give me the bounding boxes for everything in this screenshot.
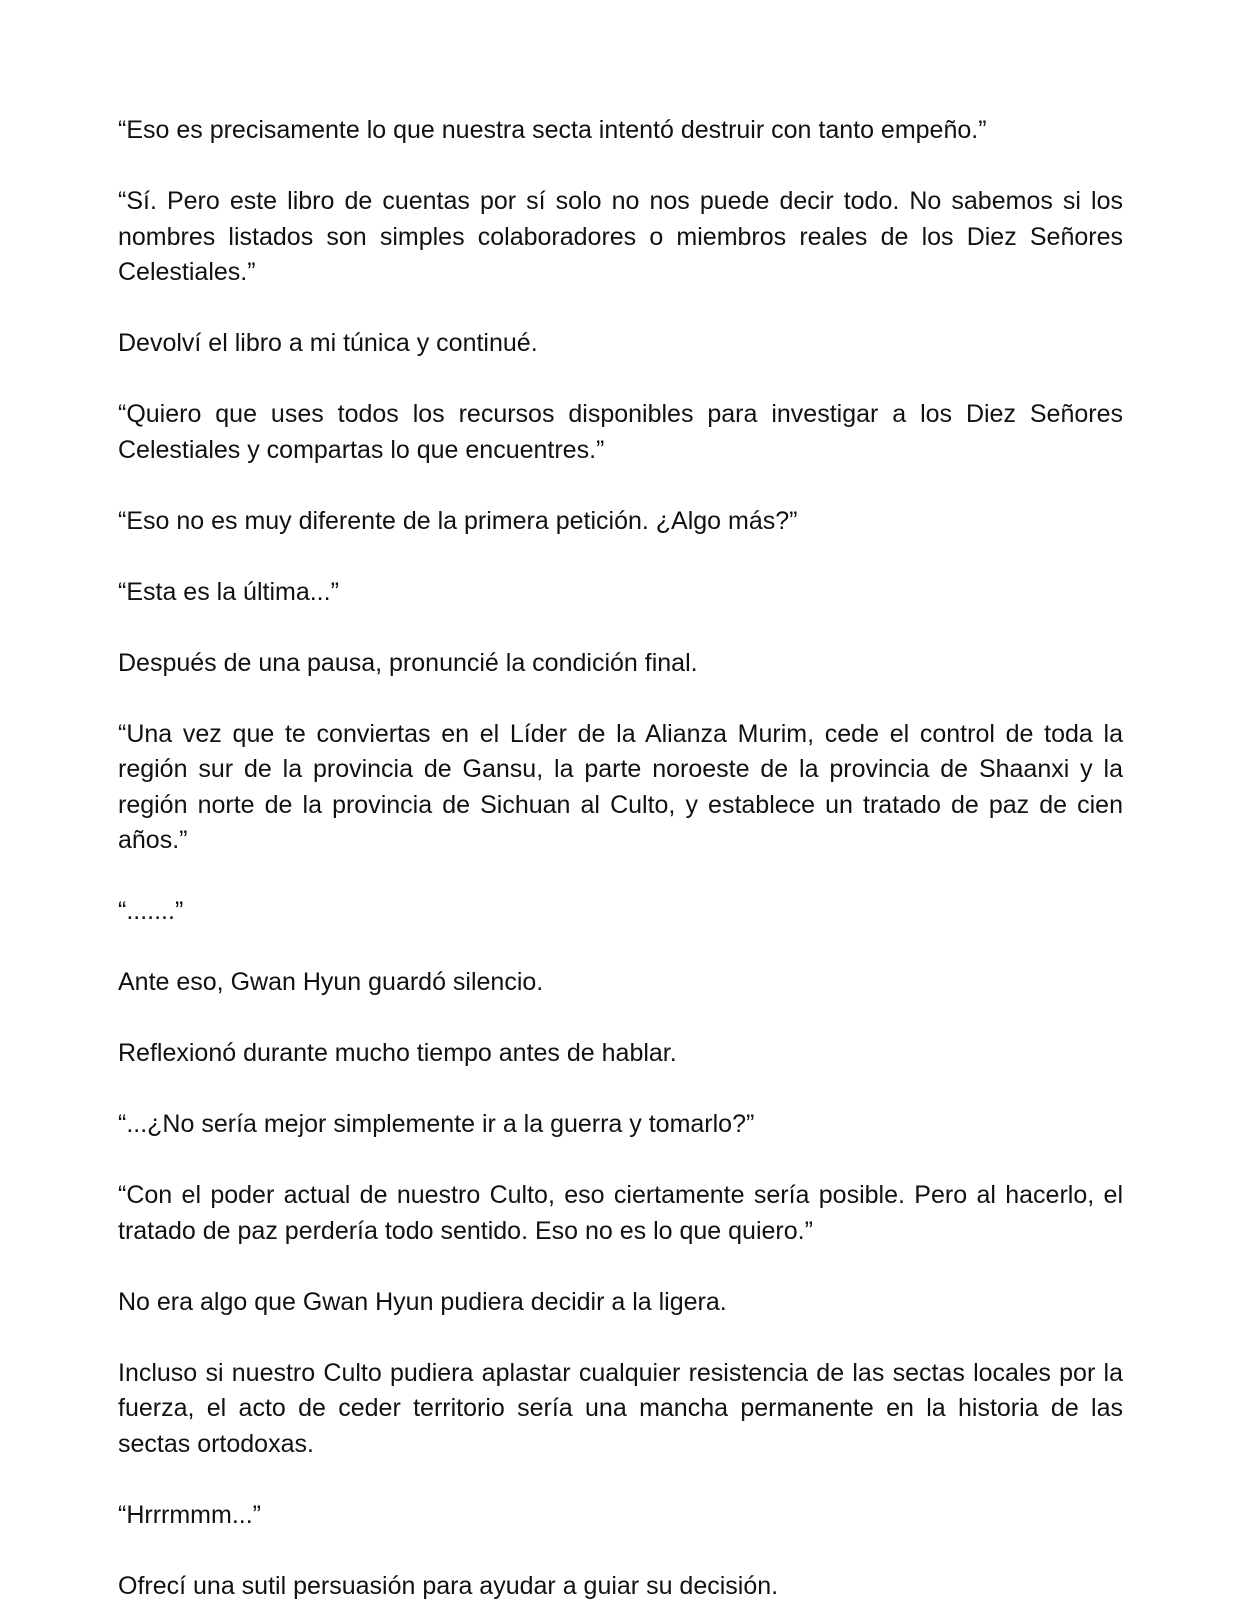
paragraph-5: “Eso no es muy diferente de la primera petición. ¿Algo más?” <box>118 506 798 535</box>
paragraph-1: “Eso es precisamente lo que nuestra secta intentó destruir con tanto empeño.” <box>118 116 987 144</box>
paragraph-13: “Con el poder actual de nuestro Culto, eso ciertamente sería posible. Pero al hacerlo, el tratado de paz perdería todo sentido. Eso no es lo que quiero.” <box>118 1181 1123 1245</box>
paragraph-2: “Sí. Pero este libro de cuentas por sí solo no nos puede decir todo. No sabemos si los nombres listados son simples colaboradores o miembros reales de los Diez Señores Celestiales.” <box>118 187 1123 286</box>
paragraph-3: Devolví el libro a mi túnica y continué. <box>118 329 538 357</box>
document-page <box>118 113 1123 1604</box>
paragraph-9: “.......” <box>118 897 184 925</box>
paragraph-12: “...¿No sería mejor simplemente ir a la guerra y tomarlo?” <box>118 1110 755 1138</box>
paragraph-10: Ante eso, Gwan Hyun guardó silencio. <box>118 968 544 996</box>
paragraph-16: “Hrrrmmm...” <box>118 1500 261 1529</box>
paragraph-14: No era algo que Gwan Hyun pudiera decidir a la ligera. <box>118 1287 727 1316</box>
paragraph-15: Incluso si nuestro Culto pudiera aplastar cualquier resistencia de las sectas locales por la fuerza, el acto de ceder territorio sería una mancha permanente en la historia de las sectas ortodoxas. <box>118 1358 1123 1458</box>
paragraph-11: Reflexionó durante mucho tiempo antes de hablar. <box>118 1039 677 1067</box>
paragraph-7: Después de una pausa, pronuncié la condición final. <box>118 648 698 677</box>
paragraph-6: “Esta es la última...” <box>118 577 339 606</box>
paragraph-4: “Quiero que uses todos los recursos disponibles para investigar a los Diez Señores Celestiales y compartas lo que encuentres.” <box>118 400 1123 464</box>
paragraph-8: “Una vez que te conviertas en el Líder de la Alianza Murim, cede el control de toda la región sur de la provincia de Gansu, la parte noroeste de la provincia de Shaanxi y la región norte de la provincia de Sichuan al Culto, y establece un tratado de paz de cien años.” <box>118 719 1123 854</box>
paragraph-17: Ofrecí una sutil persuasión para ayudar a guiar su decisión. <box>118 1571 779 1600</box>
